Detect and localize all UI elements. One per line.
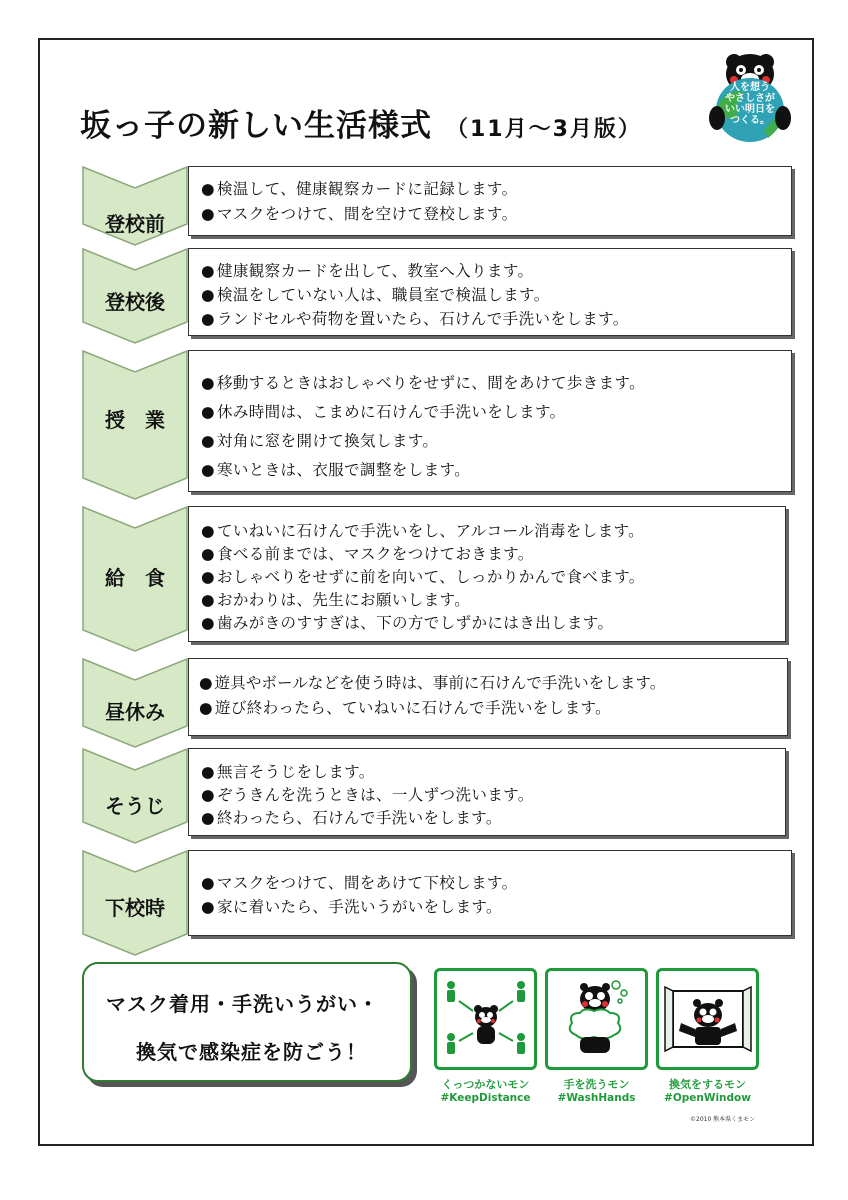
open-window-frame xyxy=(656,968,759,1070)
icon-caption: くっつかないモン xyxy=(441,1078,530,1091)
list-item: ● 家に着いたら、手洗いうがいをします。 xyxy=(201,895,791,919)
list-item: ● 検温をしていない人は、職員室で検温します。 xyxy=(201,283,791,307)
list-item: ● ていねいに石けんで手洗いをし、アルコール消毒をします。 xyxy=(201,520,785,543)
section-label: そうじ xyxy=(105,794,165,818)
icon-caption: 手を洗うモン xyxy=(563,1078,630,1091)
section-chevron-class xyxy=(82,350,188,500)
section-box-cleaning xyxy=(188,748,786,836)
icon-hashtag: #KeepDistance xyxy=(440,1092,531,1104)
section-box-lunch xyxy=(188,506,786,642)
keep-distance-icon xyxy=(437,971,534,1067)
keep-distance-frame xyxy=(434,968,537,1070)
copyright-notice: ©2010 熊本県くまモン xyxy=(690,1116,756,1123)
section-box-before-school xyxy=(188,166,792,236)
badge-line: つくる。 xyxy=(730,115,770,126)
badge-line: 人を想う xyxy=(730,82,770,93)
list-item: ● 無言そうじをします。 xyxy=(201,761,785,784)
section-label: 下校時 xyxy=(105,896,165,920)
section-label: 昼休み xyxy=(105,700,165,724)
list-item: ● 休み時間は、こまめに石けんで手洗いをします。 xyxy=(201,398,791,427)
section-label: 給 食 xyxy=(105,566,165,590)
list-item: ● マスクをつけて、間を空けて登校します。 xyxy=(201,202,791,227)
section-chevron-going-home xyxy=(82,850,188,956)
list-item: ● マスクをつけて、間をあけて下校します。 xyxy=(201,871,791,895)
list-item: ● ランドセルや荷物を置いたら、石けんで手洗いをします。 xyxy=(201,307,791,331)
list-item: ● 食べる前までは、マスクをつけておきます。 xyxy=(201,543,785,566)
section-box-lunch-break xyxy=(188,658,788,736)
list-item: ● 健康観察カードを出して、教室へ入ります。 xyxy=(201,259,791,283)
list-item: ● 対角に窓を開けて換気します。 xyxy=(201,427,791,456)
list-item: ● おかわりは、先生にお願いします。 xyxy=(201,589,785,612)
title-text: 坂っ子の新しい生活様式 xyxy=(80,108,432,144)
edition-label: （11月～3月版） xyxy=(446,117,642,142)
icon-caption: 換気をするモン xyxy=(669,1078,746,1091)
list-item: ● 検温して、健康観察カードに記録します。 xyxy=(201,177,791,202)
mascot-slogan xyxy=(704,82,796,126)
section-label: 登校前 xyxy=(105,212,165,236)
list-item: ● 歯みがきのすすぎは、下の方でしずかにはき出します。 xyxy=(201,612,785,635)
section-chevron-after-arrival xyxy=(82,248,188,344)
slogan-line-2: 換気で感染症を防ごう！ xyxy=(136,1040,367,1064)
wash-hands-icon xyxy=(548,971,645,1067)
page-title xyxy=(80,100,642,145)
list-item: ● 移動するときはおしゃべりをせずに、間をあけて歩きます。 xyxy=(201,369,791,398)
list-item: ● 寒いときは、衣服で調整をします。 xyxy=(201,456,791,485)
section-box-class xyxy=(188,350,792,492)
list-item: ● 終わったら、石けんで手洗いをします。 xyxy=(201,807,785,830)
section-label: 授 業 xyxy=(105,408,165,432)
list-item: ● おしゃべりをせずに前を向いて、しっかりかんで食べます。 xyxy=(201,566,785,589)
section-box-going-home xyxy=(188,850,792,936)
open-window-icon xyxy=(659,971,756,1067)
section-chevron-lunch xyxy=(82,506,188,652)
list-item: ● 遊具やボールなどを使う時は、事前に石けんで手洗いをします。 xyxy=(199,671,787,696)
list-item: ● ぞうきんを洗うときは、一人ずつ洗います。 xyxy=(201,784,785,807)
slogan-box xyxy=(82,962,412,1082)
mascot-badge xyxy=(704,48,796,148)
section-label: 登校後 xyxy=(105,290,165,314)
icon-hashtag: #WashHands xyxy=(557,1092,636,1104)
icon-hashtag: #OpenWindow xyxy=(664,1092,751,1104)
badge-line: いい明日を xyxy=(725,104,775,115)
badge-line: やさしさが xyxy=(725,93,775,104)
section-chevron-before-school xyxy=(82,166,188,246)
section-chevron-lunch-break xyxy=(82,658,188,748)
section-box-after-arrival xyxy=(188,248,792,336)
wash-hands-frame xyxy=(545,968,648,1070)
slogan-line-1: マスク着用・手洗いうがい・ xyxy=(106,992,379,1016)
section-chevron-cleaning xyxy=(82,748,188,844)
list-item: ● 遊び終わったら、ていねいに石けんで手洗いをします。 xyxy=(199,696,787,721)
